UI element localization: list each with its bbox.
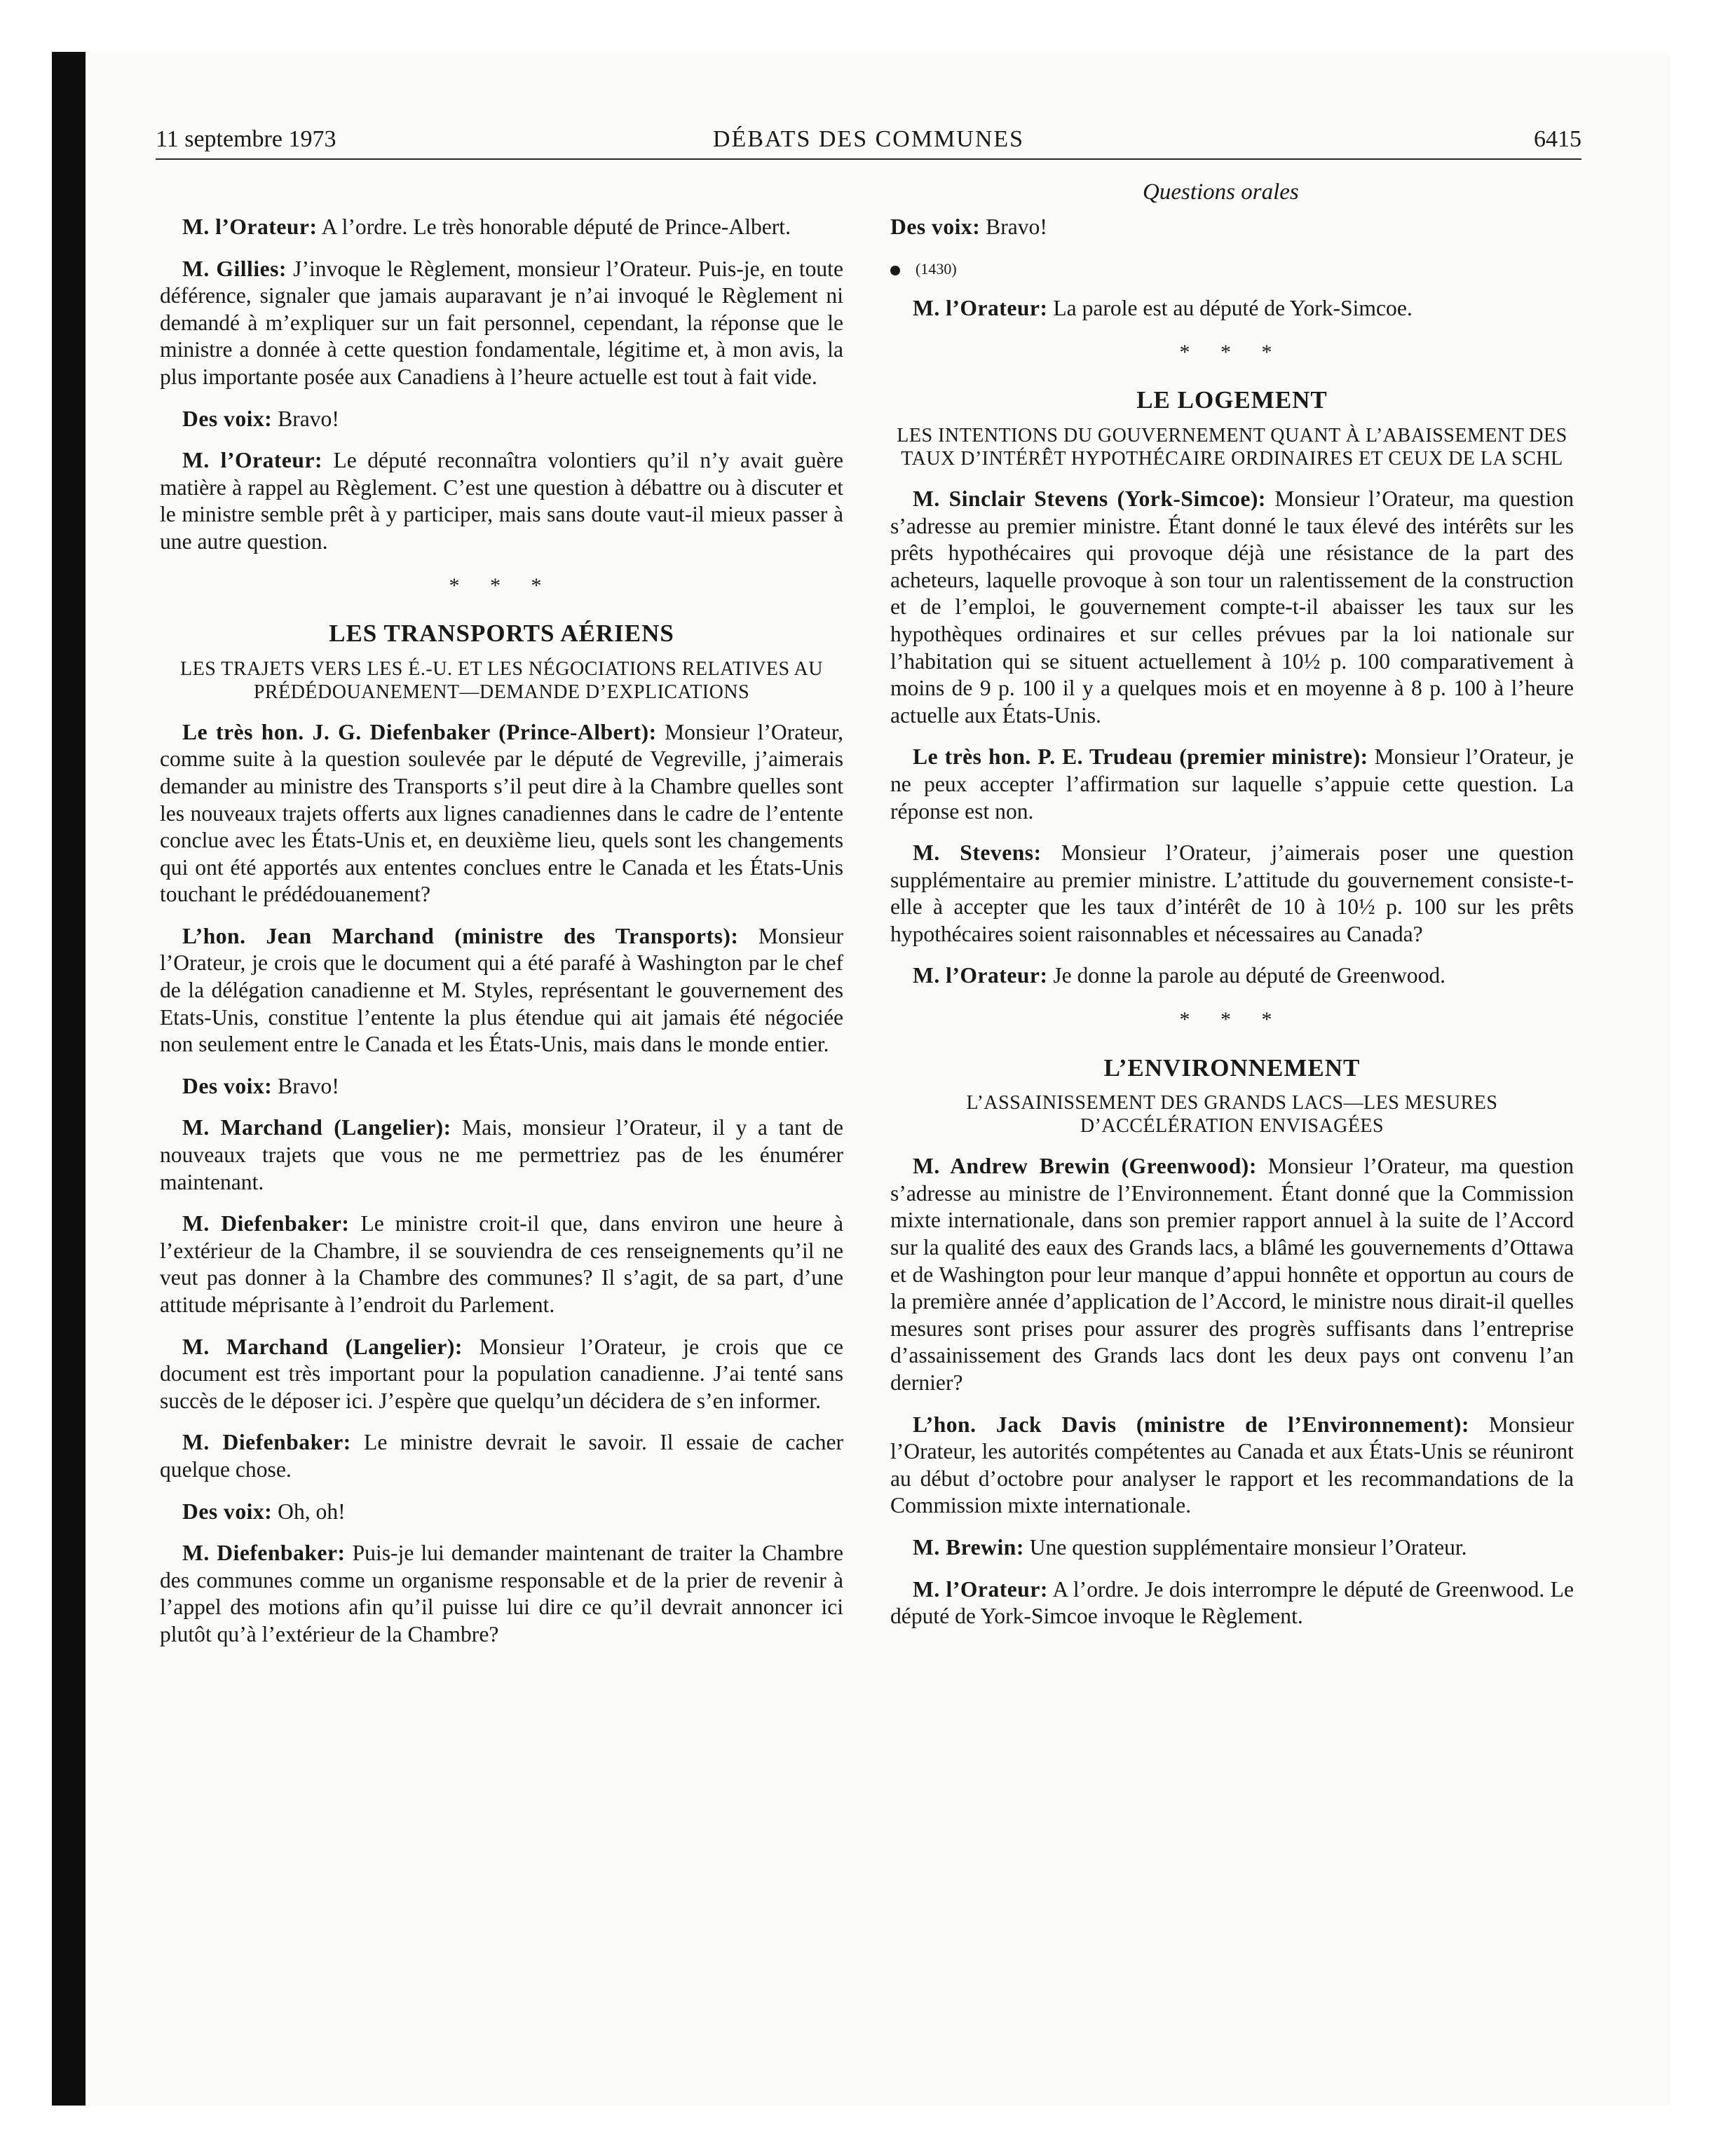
paragraph bbox=[890, 214, 1574, 241]
right-column bbox=[890, 214, 1574, 1645]
bullet-icon bbox=[890, 266, 900, 275]
speaker-name: M. Marchand (Langelier): bbox=[182, 1115, 451, 1140]
speech-text: Le ministre croit-il que, dans environ une heure à l’extérieur de la Chambre, il se souviendra de ces renseignements qu’il ne veut pas donner à la Chambre des communes? Il s’agit, de sa part, d’une attitude méprisante à l’endroit du Parlement. bbox=[160, 1211, 843, 1317]
paragraph bbox=[890, 1534, 1574, 1562]
paragraph bbox=[160, 1210, 843, 1318]
speech-text: Monsieur l’Orateur, j’aimerais poser une question supplémentaire au premier ministre. L’attitude du gouvernement consiste-t-elle à accepter que les taux d’intérêt de 10 à 10½ p. 100 sur les prêts hypothécaires soient raisonnables et nécessaires au Canada? bbox=[890, 840, 1574, 946]
speech-text: Mais, monsieur l’Orateur, il y a tant de nouveaux trajets que vous ne me permettriez pas de les énumérer maintenant. bbox=[160, 1115, 843, 1194]
speaker-name: Le très hon. P. E. Trudeau (premier ministre): bbox=[913, 744, 1368, 770]
section-title: L’ENVIRONNEMENT bbox=[1103, 1053, 1361, 1082]
speaker-name: M. l’Orateur: bbox=[913, 963, 1048, 988]
paragraph bbox=[160, 406, 843, 433]
speech-text: Je donne la parole au député de Greenwood. bbox=[1047, 963, 1446, 988]
paragraph bbox=[160, 1073, 843, 1100]
speaker-name: M. Diefenbaker: bbox=[182, 1430, 351, 1455]
paragraph bbox=[160, 447, 843, 555]
paragraph bbox=[160, 1499, 843, 1526]
speaker-name: L’hon. Jack Davis (ministre de l’Environnement): bbox=[913, 1412, 1469, 1437]
speaker-name: M. Brewin: bbox=[913, 1534, 1024, 1560]
speaker-name: M. Diefenbaker: bbox=[182, 1541, 346, 1566]
left-column bbox=[160, 214, 843, 1663]
header-rule bbox=[156, 158, 1581, 160]
speech-text: A l’ordre. Je dois interrompre le député de Greenwood. Le député de York-Simcoe invoque le Règlement. bbox=[890, 1576, 1574, 1629]
paragraph bbox=[160, 923, 843, 1058]
speech-text: Oh, oh! bbox=[272, 1499, 346, 1524]
section-subtitle: L’ASSAINISSEMENT DES GRANDS LACS—LES MESURES D’ACCÉLÉRATION ENVISAGÉES bbox=[966, 1092, 1498, 1138]
running-subtitle: Questions orales bbox=[1143, 179, 1299, 205]
speech-text: La parole est au député de York-Simcoe. bbox=[1047, 296, 1413, 321]
speech-text: Monsieur l’Orateur, les autorités compétentes au Canada et aux États-Unis se réuniront au début d’octobre pour analyser le rapport et les recommandations de la Commission mixte internationale. bbox=[890, 1412, 1574, 1518]
time-marker bbox=[890, 256, 1574, 283]
paragraph bbox=[160, 256, 843, 391]
speaker-name: L’hon. Jean Marchand (ministre des Transports): bbox=[182, 923, 739, 948]
binding-edge bbox=[52, 52, 86, 2106]
speech-text: Une question supplémentaire monsieur l’Orateur. bbox=[1023, 1534, 1467, 1560]
speech-text: Monsieur l’Orateur, comme suite à la question soulevée par le député de Vegreville, j’aimerais demander au ministre des Transports s’il peut dire à la Chambre quelles sont les nouveaux trajets offerts aux lignes canadiennes dans le cadre de l’entente conclue avec les États-Unis et, en deuxième lieu, quels sont les changements qui ont été apportés aux ententes conclues entre le Canada et les États-Unis touchant le prédédouanement? bbox=[160, 719, 844, 907]
speech-text: Monsieur l’Orateur, ma question s’adresse au premier ministre. Étant donné le taux élevé des intérêts sur les prêts hypothécaires qui provoque déjà une résistance de la part des acheteurs, laquelle provoque à son tour un ralentissement de la construction et de l’emploi, le gouvernement compte-t-il abaisser les taux sur les hypothèques ordinaires et sur celles prévues par la loi nationale sur l’habitation qui se situent actuellement à 10½ p. 100 comparativement à moins de 9 p. 100 il y a quelques mois et en moyenne à 8 p. 100 à l’heure actuelle aux États-Unis. bbox=[890, 486, 1574, 728]
section-title: LES TRANSPORTS AÉRIENS bbox=[329, 620, 674, 648]
speech-text: A l’ordre. Le très honorable député de Prince-Albert. bbox=[317, 214, 791, 239]
speech-text: Bravo! bbox=[980, 214, 1047, 239]
section-separator: * * * bbox=[1179, 1008, 1285, 1032]
speaker-name: M. l’Orateur: bbox=[182, 214, 318, 239]
paragraph bbox=[890, 962, 1574, 990]
section-separator: * * * bbox=[449, 573, 554, 597]
paragraph bbox=[890, 1153, 1574, 1396]
speaker-name: M. Andrew Brewin (Greenwood): bbox=[913, 1154, 1257, 1179]
header-title: DÉBATS DES COMMUNES bbox=[712, 126, 1025, 152]
speech-text: Monsieur l’Orateur, ma question s’adresse au ministre de l’Environnement. Étant donné que la Commission mixte internationale, dans son premier rapport annuel à la suite de l’Accord sur la qualité des eaux des Grands lacs, a blâmé les gouvernements d’Ottawa et de Washington pour leur manque d’appui honnête et opportun au cours de la première année d’application de l’Accord, le ministre nous dirait-il quelles mesures sont prises pour assurer des progrès suffisants dans l’entreprise d’assainissement des Grands lacs dont les deux pays ont convenu l’an dernier? bbox=[890, 1154, 1574, 1395]
paragraph bbox=[160, 719, 843, 908]
paragraph bbox=[160, 1114, 843, 1196]
section-subtitle: LES TRAJETS VERS LES É.-U. ET LES NÉGOCIATIONS RELATIVES AU PRÉDÉDOUANEMENT—DEMANDE D’EXPLICATIONS bbox=[180, 657, 823, 703]
speaker-name: Des voix: bbox=[182, 1073, 273, 1098]
speaker-name: M. Marchand (Langelier): bbox=[182, 1334, 463, 1359]
paragraph bbox=[160, 1540, 843, 1648]
speech-text: Monsieur l’Orateur, je crois que ce document est très important pour la population canadienne. J’ai tenté sans succès de le déposer ici. J’espère que quelqu’un décidera de s’en informer. bbox=[160, 1334, 843, 1413]
speaker-name: M. l’Orateur: bbox=[182, 448, 323, 473]
page-header bbox=[156, 126, 1581, 157]
speech-text: Bravo! bbox=[272, 406, 339, 431]
speaker-name: Le très hon. J. G. Diefenbaker (Prince-Albert): bbox=[182, 719, 657, 744]
time-stamp: (1430) bbox=[916, 259, 957, 278]
speech-text: Monsieur l’Orateur, je crois que le document qui a été parafé à Washington par le chef de la délégation canadienne et M. Styles, représentant le gouvernement des Etats-Unis, constitue l’entente la plus étendue qui ait jamais été négociée non seulement entre le Canada et les États-Unis, mais dans le monde entier. bbox=[160, 923, 844, 1057]
speech-text: J’invoque le Règlement, monsieur l’Orateur. Puis-je, en toute déférence, signaler que jamais auparavant je n’ai invoqué le Règlement ni demandé à m’expliquer sur un fait personnel, cependant, la réponse que le ministre a donnée à cette question fondamentale, légitime et, à mon avis, la plus importante posée aux Canadiens à l’heure actuelle est tout à fait vide. bbox=[160, 256, 843, 389]
speaker-name: M. Sinclair Stevens (York-Simcoe): bbox=[913, 486, 1266, 511]
paragraph bbox=[890, 744, 1574, 825]
paragraph bbox=[890, 1576, 1574, 1630]
section-separator: * * * bbox=[1179, 340, 1285, 364]
header-date: 11 septembre 1973 bbox=[156, 126, 336, 152]
paragraph bbox=[160, 1334, 843, 1415]
paragraph bbox=[890, 840, 1574, 948]
paragraph bbox=[160, 214, 843, 241]
speaker-name: M. Stevens: bbox=[913, 840, 1042, 866]
section-title: LE LOGEMENT bbox=[1136, 386, 1328, 414]
speaker-name: M. Gillies: bbox=[182, 256, 287, 281]
paragraph bbox=[890, 486, 1574, 729]
paragraph bbox=[890, 295, 1574, 322]
speech-text: Le ministre devrait le savoir. Il essaie de cacher quelque chose. bbox=[160, 1430, 844, 1482]
section-subtitle: LES INTENTIONS DU GOUVERNEMENT QUANT À L’ABAISSEMENT DES TAUX D’INTÉRÊT HYPOTHÉCAIRE ORDINAIRES ET CEUX DE LA SCHL bbox=[897, 424, 1567, 470]
speaker-name: Des voix: bbox=[182, 406, 273, 431]
speaker-name: M. l’Orateur: bbox=[913, 296, 1048, 321]
header-page-number: 6415 bbox=[1534, 126, 1581, 152]
speech-text: Monsieur l’Orateur, je ne peux accepter l’affirmation sur laquelle s’appuie cette question. La réponse est non. bbox=[890, 744, 1574, 824]
speaker-name: Des voix: bbox=[182, 1499, 273, 1524]
paragraph bbox=[890, 1412, 1574, 1520]
speaker-name: M. l’Orateur: bbox=[913, 1576, 1048, 1602]
speech-text: Le député reconnaîtra volontiers qu’il n’y avait guère matière à rappel au Règlement. C’est une question à débattre ou à discuter et le ministre semble prêt à y participer, mais sans doute vaut-il mieux passer à une autre question. bbox=[160, 448, 843, 554]
speaker-name: M. Diefenbaker: bbox=[182, 1211, 350, 1236]
speech-text: Bravo! bbox=[272, 1073, 339, 1098]
paragraph bbox=[160, 1429, 843, 1483]
speech-text: Puis-je lui demander maintenant de traiter la Chambre des communes comme un organisme responsable et de la prier de revenir à l’appel des motions afin qu’il puisse lui dire ce qu’il devrait annoncer ici plutôt qu’à l’extérieur de la Chambre? bbox=[160, 1541, 843, 1646]
speaker-name: Des voix: bbox=[890, 214, 981, 239]
